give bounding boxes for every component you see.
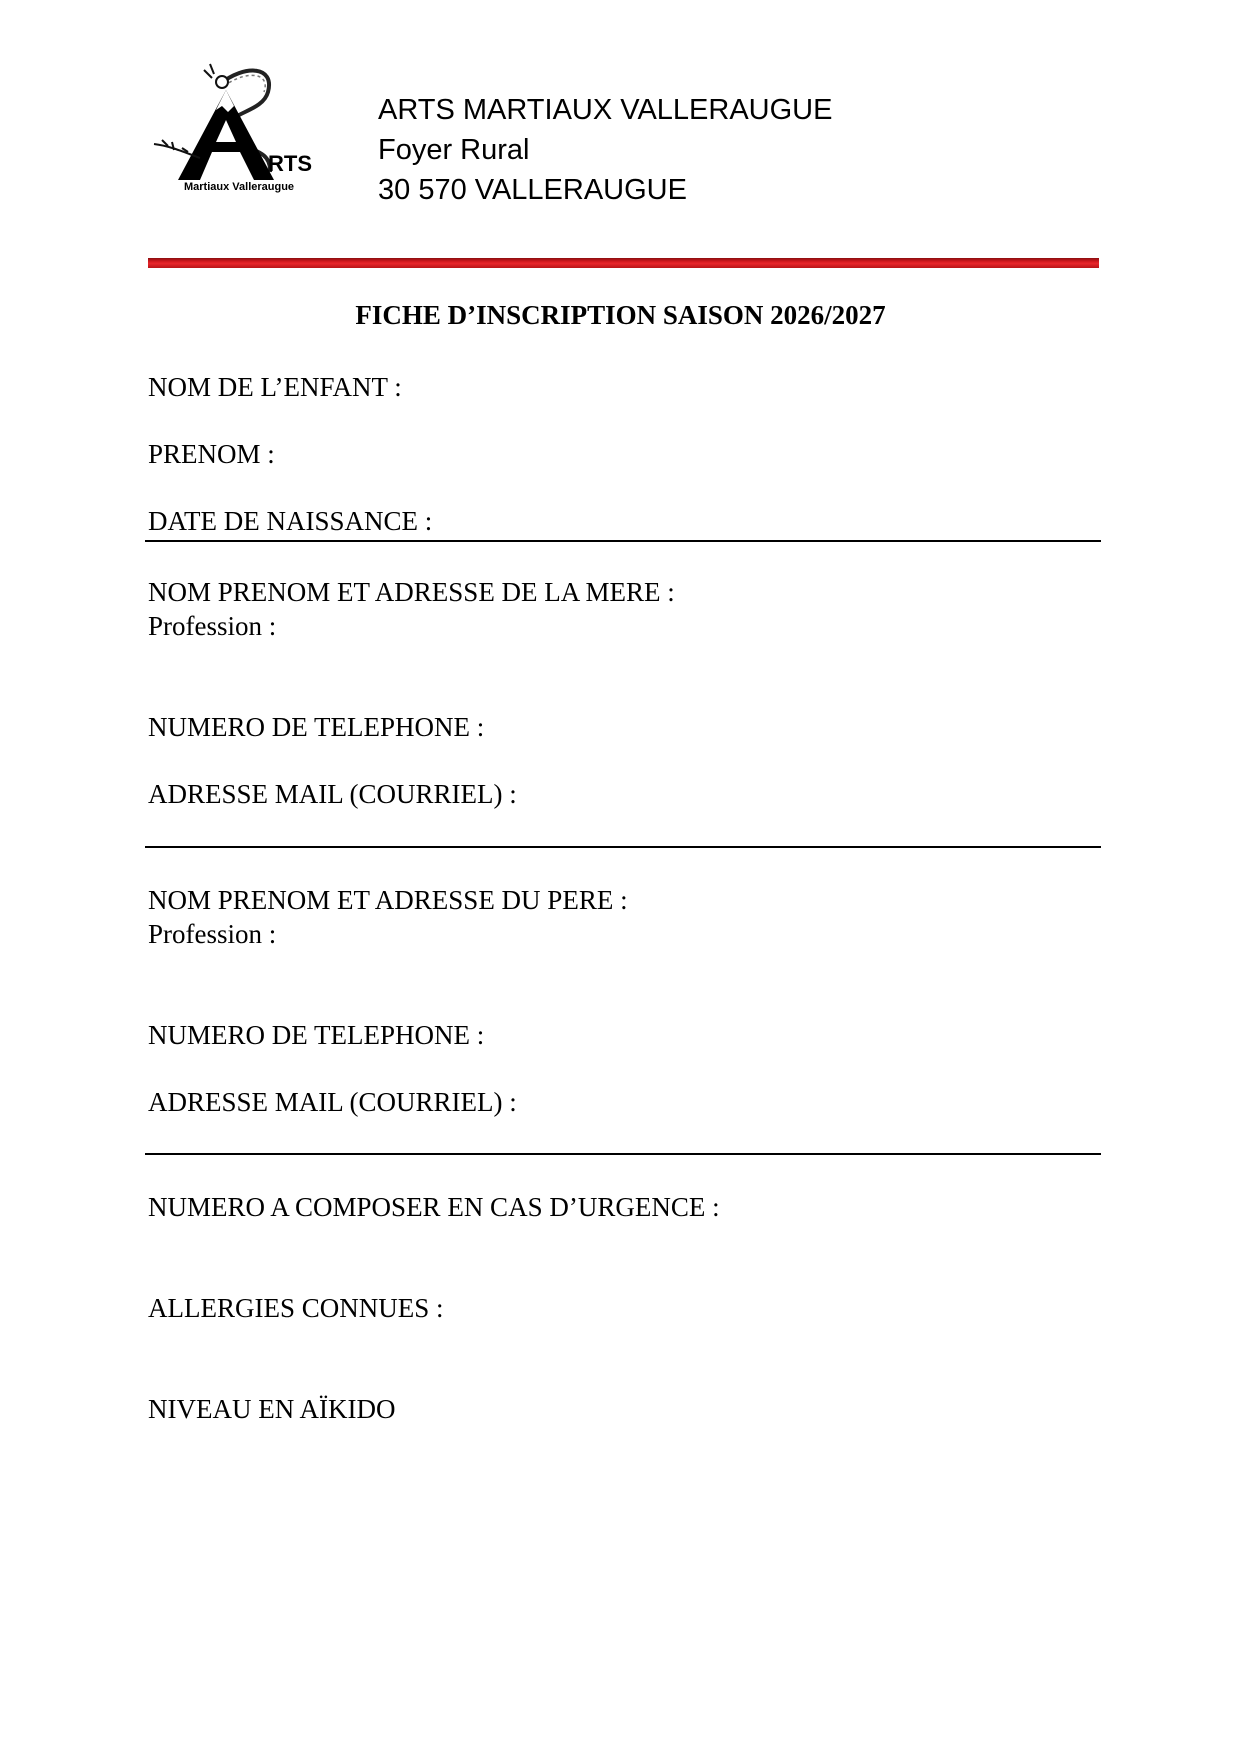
club-address-block bbox=[378, 90, 832, 210]
section-divider-child bbox=[145, 540, 1101, 542]
allergies-label: ALLERGIES CONNUES : bbox=[148, 1293, 444, 1323]
child-name-label: NOM DE L’ENFANT : bbox=[148, 372, 402, 402]
org-name: ARTS MARTIAUX VALLERAUGUE bbox=[378, 94, 833, 126]
father-email-label: ADRESSE MAIL (COURRIEL) : bbox=[148, 1087, 517, 1117]
father-phone-label: NUMERO DE TELEPHONE : bbox=[148, 1020, 485, 1050]
svg-text:RTS: RTS bbox=[268, 151, 312, 176]
mother-phone-label: NUMERO DE TELEPHONE : bbox=[148, 712, 485, 742]
mother-identity-label: NOM PRENOM ET ADRESSE DE LA MERE : bbox=[148, 577, 675, 607]
header-divider bbox=[148, 258, 1099, 268]
emergency-number-label: NUMERO A COMPOSER EN CAS D’URGENCE : bbox=[148, 1192, 720, 1222]
child-birthdate-label: DATE DE NAISSANCE : bbox=[148, 506, 433, 536]
father-identity-label: NOM PRENOM ET ADRESSE DU PERE : bbox=[148, 885, 628, 915]
father-profession-label: Profession : bbox=[148, 919, 277, 949]
section-divider-father bbox=[145, 1153, 1101, 1155]
aikido-level-label: NIVEAU EN AÏKIDO bbox=[148, 1394, 396, 1424]
form-title: FICHE D’INSCRIPTION SAISON 2026/2027 bbox=[355, 300, 886, 330]
svg-text:Martiaux Valleraugue: Martiaux Valleraugue bbox=[184, 181, 295, 193]
section-divider-mother bbox=[145, 846, 1101, 848]
org-venue: Foyer Rural bbox=[378, 134, 530, 166]
club-logo bbox=[150, 62, 330, 202]
mother-email-label: ADRESSE MAIL (COURRIEL) : bbox=[148, 779, 517, 809]
org-city: 30 570 VALLERAUGUE bbox=[378, 174, 687, 206]
mother-profession-label: Profession : bbox=[148, 611, 277, 641]
child-firstname-label: PRENOM : bbox=[148, 439, 275, 469]
